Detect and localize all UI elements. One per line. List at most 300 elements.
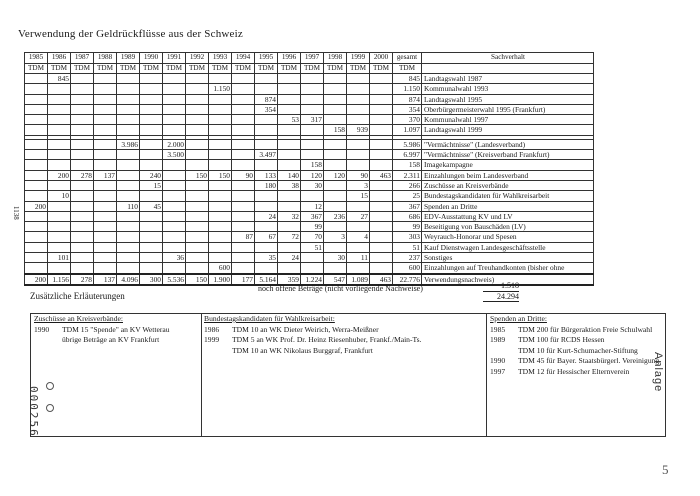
value-cell: 278 [71,170,94,180]
year-header: gesamt [393,53,422,64]
value-cell: 120 [324,170,347,180]
table-header-years [25,53,594,64]
value-cell [117,125,140,135]
sum-value: 24.294 [483,291,519,302]
value-cell [370,253,393,263]
value-cell [186,242,209,252]
row-description: Kommunalwahl 1993 [422,84,594,94]
value-cell [209,150,232,160]
value-cell [71,180,94,190]
value-cell: 370 [393,115,422,125]
total-cell: 5.536 [163,274,186,285]
value-cell [209,242,232,252]
value-cell: 236 [324,211,347,221]
value-cell [140,150,163,160]
value-cell [48,115,71,125]
value-cell [209,125,232,135]
value-cell [278,74,301,84]
value-cell [94,74,117,84]
value-cell [370,263,393,274]
total-cell: 137 [94,274,117,285]
value-cell [94,201,117,211]
year-header: 1994 [232,53,255,64]
value-cell [301,94,324,104]
value-cell [94,211,117,221]
punch-hole-icon [47,383,54,390]
unit-header: TDM [71,64,94,74]
value-cell [301,84,324,94]
value-cell [186,180,209,190]
box-line: 1997 TDM 12 für Hessischer Elternverein [490,366,630,376]
value-cell [140,115,163,125]
empty-cell [422,64,594,74]
value-cell [25,160,48,170]
value-cell [255,74,278,84]
value-cell [163,232,186,242]
value-cell [347,84,370,94]
year-header: 1985 [25,53,48,64]
value-cell [186,74,209,84]
value-cell: 3 [324,232,347,242]
total-cell: 150 [186,274,209,285]
value-cell [71,222,94,232]
value-cell: 67 [255,232,278,242]
value-cell [278,191,301,201]
table-row [25,125,594,135]
value-cell [48,211,71,221]
row-description: Sonstiges [422,253,594,263]
table-row [25,115,594,125]
value-cell: 12 [301,201,324,211]
value-cell [370,222,393,232]
row-description: "Vermächtnisse" (Landesverband) [422,139,594,149]
value-cell: 463 [370,170,393,180]
total-cell: 1.156 [48,274,71,285]
value-cell [71,104,94,114]
value-cell [324,191,347,201]
value-cell [370,160,393,170]
value-cell [232,150,255,160]
value-cell [48,139,71,149]
year-header: 1995 [255,53,278,64]
value-cell [25,232,48,242]
value-cell [140,104,163,114]
value-cell: 99 [393,222,422,232]
value-cell: 11 [347,253,370,263]
value-cell [232,222,255,232]
table-row [25,180,594,190]
value-cell [186,139,209,149]
value-cell [140,74,163,84]
value-cell [232,263,255,274]
value-cell: 51 [301,242,324,252]
value-cell: 874 [255,94,278,104]
table-header-units [25,64,594,74]
box-line: 1986 TDM 10 an WK Dieter Weirich, Werra-Meißner [204,324,379,334]
value-cell [71,74,94,84]
box-line: TDM 10 an WK Nikolaus Burggraf, Frankfurt [232,345,373,355]
value-cell: 600 [209,263,232,274]
row-description: Kauf Dienstwagen Landesgeschäftsstelle [422,242,594,252]
value-cell [25,222,48,232]
value-cell [186,115,209,125]
year-header: 1987 [71,53,94,64]
value-cell [209,104,232,114]
value-cell [140,211,163,221]
desc-header: Sachverhalt [422,53,594,64]
value-cell: 70 [301,232,324,242]
value-cell [324,94,347,104]
value-cell [71,253,94,263]
total-cell: 463 [370,274,393,285]
table-row [25,253,594,263]
value-cell: 110 [117,201,140,211]
value-cell [209,94,232,104]
year-header: 1996 [278,53,301,64]
value-cell [232,191,255,201]
value-cell [232,160,255,170]
value-cell [347,74,370,84]
total-cell: 5.164 [255,274,278,285]
value-cell [186,211,209,221]
value-cell [255,125,278,135]
value-cell: 72 [278,232,301,242]
extra-heading: Zusätzliche Erläuterungen [30,291,125,301]
value-cell [140,125,163,135]
value-cell [278,160,301,170]
value-cell [301,74,324,84]
value-cell: 5.986 [393,139,422,149]
value-cell [301,125,324,135]
value-cell [255,222,278,232]
value-cell [232,94,255,104]
row-description: Beseitigung von Bauschäden (LV) [422,222,594,232]
value-cell [232,125,255,135]
value-cell [370,201,393,211]
value-cell [324,201,347,211]
unit-header: TDM [324,64,347,74]
value-cell [232,115,255,125]
value-cell [117,160,140,170]
year-header: 1997 [301,53,324,64]
value-cell [209,222,232,232]
value-cell: 600 [393,263,422,274]
value-cell [163,74,186,84]
value-cell: 133 [255,170,278,180]
value-cell [117,242,140,252]
value-cell [186,253,209,263]
total-cell: 22.776 [393,274,422,285]
unit-header: TDM [278,64,301,74]
value-cell [370,74,393,84]
value-cell [71,232,94,242]
page-title: Verwendung der Geldrückflüsse aus der Schweiz [18,28,243,40]
table-row [25,211,594,221]
value-cell [117,74,140,84]
value-cell [140,242,163,252]
table-row [25,191,594,201]
unit-header: TDM [48,64,71,74]
value-cell [25,84,48,94]
value-cell: 87 [232,232,255,242]
value-cell [278,94,301,104]
box-line: übrige Beträge an KV Frankfurt [62,335,160,344]
value-cell: 240 [140,170,163,180]
value-cell [71,160,94,170]
value-cell [117,180,140,190]
value-cell [163,104,186,114]
value-cell [71,84,94,94]
value-cell: 3.497 [255,150,278,160]
value-cell [163,222,186,232]
value-cell [25,115,48,125]
value-cell [324,74,347,84]
value-cell [117,211,140,221]
value-cell [71,201,94,211]
value-cell: 150 [209,170,232,180]
value-cell [117,115,140,125]
total-cell: 359 [278,274,301,285]
value-cell [370,232,393,242]
table-row [25,160,594,170]
value-cell: 4 [347,232,370,242]
value-cell [301,150,324,160]
value-cell [232,139,255,149]
value-cell [163,94,186,104]
pending-value: 1.518 [501,281,519,290]
box-heading: Bundestagskandidaten für Wahlkreisarbeit: [204,314,335,323]
archive-stamp: 000256 [27,386,40,438]
total-cell: 1.224 [301,274,324,285]
value-cell [347,242,370,252]
unit-header: TDM [140,64,163,74]
unit-header: TDM [186,64,209,74]
value-cell [117,150,140,160]
box-line: 1989 TDM 100 für RCDS Hessen [490,335,605,344]
value-cell: 845 [48,74,71,84]
value-cell [140,139,163,149]
value-cell: 99 [301,222,324,232]
value-cell [209,139,232,149]
value-cell [117,94,140,104]
value-cell [255,242,278,252]
row-description: Einzahlungen auf Treuhandkonten (bisher ohne [422,263,594,274]
row-description: Landtagswahl 1999 [422,125,594,135]
value-cell [186,263,209,274]
box-line: 1990 TDM 15 "Spende" an KV Wetterau [34,324,170,334]
value-cell: 845 [393,74,422,84]
value-cell [140,191,163,201]
value-cell [48,263,71,274]
value-cell [347,139,370,149]
value-cell [48,104,71,114]
value-cell [278,125,301,135]
value-cell [71,150,94,160]
total-cell: 4.096 [117,274,140,285]
value-cell [117,191,140,201]
value-cell [48,222,71,232]
value-cell [94,94,117,104]
value-cell [301,191,324,201]
value-cell [117,253,140,263]
value-cell [48,84,71,94]
side-code: 1138 [12,206,20,220]
punch-hole-icon [47,405,54,412]
value-cell [163,201,186,211]
value-cell [255,115,278,125]
value-cell [163,125,186,135]
row-description: Imagekampagne [422,160,594,170]
value-cell [94,115,117,125]
table-row [25,104,594,114]
value-cell [117,222,140,232]
value-cell [94,139,117,149]
unit-header: TDM [94,64,117,74]
value-cell [278,139,301,149]
value-cell: 10 [48,191,71,201]
unit-header: TDM [163,64,186,74]
table-row [25,201,594,211]
total-cell: 300 [140,274,163,285]
table-row [25,84,594,94]
value-cell [209,160,232,170]
value-cell [48,94,71,104]
value-cell [25,94,48,104]
explanation-boxes [30,313,666,437]
value-cell: 2.311 [393,170,422,180]
value-cell: 686 [393,211,422,221]
row-description: Oberbürgermeisterwahl 1995 (Frankfurt) [422,104,594,114]
value-cell: 24 [255,211,278,221]
row-description: Bundestagskandidaten für Wahlkreisarbeit [422,191,594,201]
value-cell: 367 [301,211,324,221]
row-description: EDV-Ausstattung KV und LV [422,211,594,221]
value-cell [278,201,301,211]
value-cell [301,253,324,263]
table-row [25,74,594,84]
row-description: Spenden an Dritte [422,201,594,211]
value-cell [232,253,255,263]
value-cell [117,170,140,180]
value-cell [94,253,117,263]
value-cell [163,242,186,252]
value-cell [186,160,209,170]
value-cell [278,222,301,232]
value-cell [347,201,370,211]
value-cell [94,160,117,170]
value-cell [370,139,393,149]
value-cell: 158 [393,160,422,170]
value-cell [48,201,71,211]
table-row [25,232,594,242]
value-cell: 150 [186,170,209,180]
value-cell [163,160,186,170]
value-cell: 24 [278,253,301,263]
row-description: Weyrauch-Honorar und Spesen [422,232,594,242]
value-cell [370,104,393,114]
value-cell [324,104,347,114]
value-cell: 939 [347,125,370,135]
value-cell [140,253,163,263]
value-cell [25,150,48,160]
table-row [25,222,594,232]
value-cell: 3.500 [163,150,186,160]
box-bundestag [201,314,487,436]
value-cell [140,160,163,170]
total-cell: 1.089 [347,274,370,285]
value-cell: 25 [393,191,422,201]
row-description: Kommunalwahl 1997 [422,115,594,125]
value-cell [232,242,255,252]
total-cell: 278 [71,274,94,285]
value-cell [209,253,232,263]
value-cell [48,242,71,252]
value-cell [209,191,232,201]
value-cell: 303 [393,232,422,242]
row-description: "Vermächtnisse" (Kreisverband Frankfurt) [422,150,594,160]
value-cell [140,232,163,242]
value-cell [232,201,255,211]
box-zuschuesse [31,314,202,436]
value-cell: 317 [301,115,324,125]
value-cell [278,150,301,160]
value-cell [163,191,186,201]
value-cell [209,201,232,211]
value-cell [324,84,347,94]
value-cell [370,180,393,190]
value-cell: 90 [347,170,370,180]
value-cell: 15 [140,180,163,190]
value-cell [255,139,278,149]
value-cell [209,232,232,242]
value-cell [48,150,71,160]
value-cell: 30 [301,180,324,190]
value-cell [25,242,48,252]
box-heading: Zuschüsse an Kreisverbände: [34,314,123,323]
value-cell: 36 [163,253,186,263]
value-cell: 2.000 [163,139,186,149]
value-cell [324,180,347,190]
value-cell [347,115,370,125]
value-cell [140,263,163,274]
value-cell [94,84,117,94]
value-cell [278,84,301,94]
value-cell [370,84,393,94]
box-line: 1999 TDM 5 an WK Prof. Dr. Heinz Riesenhuber, Frankf./Main-Ts. [204,335,422,344]
value-cell: 30 [324,253,347,263]
year-header: 1991 [163,53,186,64]
value-cell [232,84,255,94]
total-cell: 1.900 [209,274,232,285]
box-heading: Spenden an Dritte: [490,314,547,323]
row-description: Zuschüsse an Kreisverbände [422,180,594,190]
value-cell [370,115,393,125]
value-cell [370,211,393,221]
value-cell: 200 [48,170,71,180]
value-cell [324,222,347,232]
value-cell: 354 [393,104,422,114]
year-header: 2000 [370,53,393,64]
value-cell [255,84,278,94]
value-cell [48,160,71,170]
unit-header: TDM [117,64,140,74]
value-cell: 140 [278,170,301,180]
value-cell [117,84,140,94]
value-cell: 158 [324,125,347,135]
unit-header: TDM [347,64,370,74]
value-cell [278,242,301,252]
year-header: 1986 [48,53,71,64]
